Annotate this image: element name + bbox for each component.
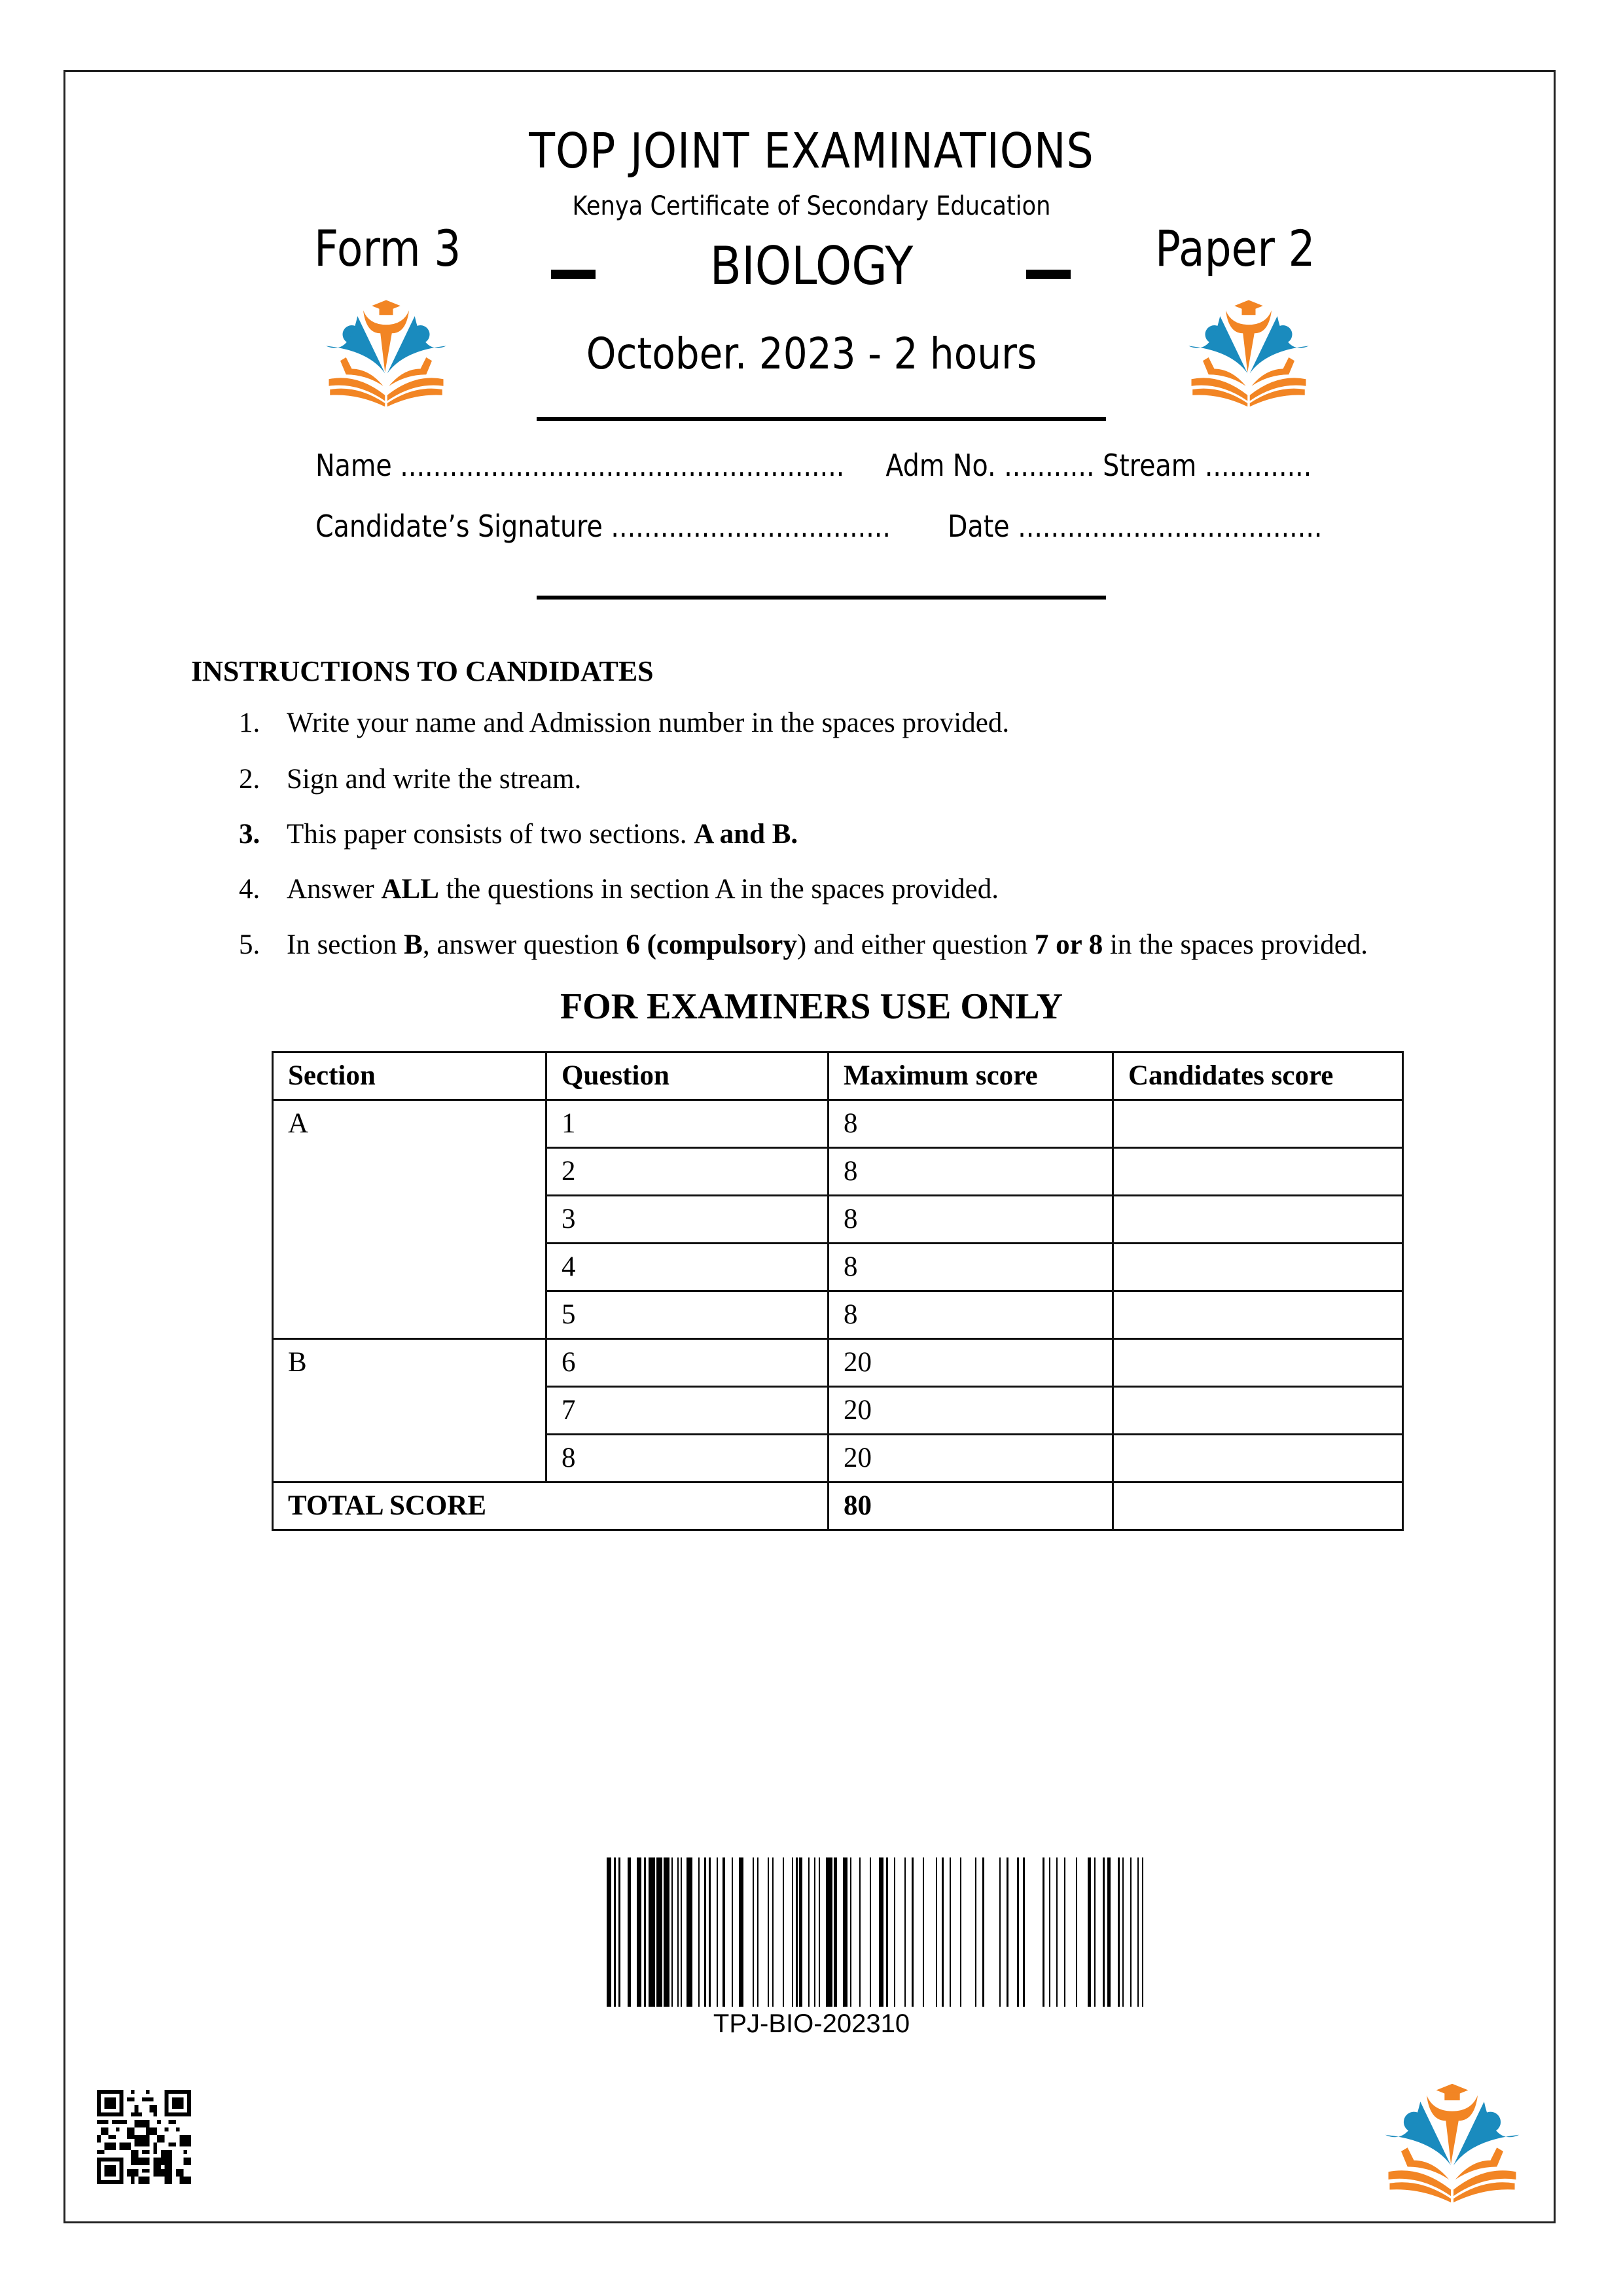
subject-title: BIOLOGY <box>709 236 914 296</box>
instruction-text: in the spaces provided. <box>1103 929 1368 960</box>
instruction-number: 5. <box>239 929 260 960</box>
max-score-cell: 8 <box>829 1196 1113 1244</box>
max-score-cell: 8 <box>829 1100 1113 1148</box>
paper-label: Paper 2 <box>1155 219 1315 278</box>
stream-field[interactable]: ............. <box>1204 448 1312 483</box>
instruction-item <box>239 707 1009 739</box>
question-cell: 3 <box>546 1196 829 1244</box>
candidate-fields-row-2 <box>315 509 1322 544</box>
table-row <box>273 1100 1403 1148</box>
question-cell: 4 <box>546 1244 829 1291</box>
instruction-text: the questions in section A in the spaces provided. <box>438 874 999 905</box>
table-header-row <box>273 1052 1403 1100</box>
section-cell: B <box>273 1339 546 1482</box>
column-header-section: Section <box>273 1052 546 1100</box>
header-divider-bottom <box>537 596 1106 600</box>
examiners-heading: FOR EXAMINERS USE ONLY <box>560 986 1063 1027</box>
question-cell: 6 <box>546 1339 829 1387</box>
candidate-fields-row-1 <box>315 448 1311 483</box>
adm-no-field[interactable]: ........... <box>1004 448 1095 483</box>
school-logo-right-icon <box>1180 293 1317 408</box>
barcode-text: TPJ-BIO-202310 <box>713 2009 910 2038</box>
column-header-question: Question <box>546 1052 829 1100</box>
qr-code-icon <box>97 2088 191 2186</box>
max-score-cell: 20 <box>829 1339 1113 1387</box>
instruction-item <box>239 763 581 795</box>
question-cell: 7 <box>546 1387 829 1435</box>
max-score-cell: 20 <box>829 1387 1113 1435</box>
total-row <box>273 1482 1403 1530</box>
instruction-text: 7 or 8 <box>1034 929 1103 960</box>
candidate-score-cell[interactable] <box>1113 1196 1403 1244</box>
date-field[interactable]: ..................................... <box>1018 509 1323 544</box>
section-cell: A <box>273 1100 546 1339</box>
instruction-text: In section <box>287 929 404 960</box>
school-logo-footer-icon <box>1376 2076 1529 2204</box>
candidate-score-cell[interactable] <box>1113 1244 1403 1291</box>
dash-right <box>1026 270 1071 279</box>
total-candidate-score[interactable] <box>1113 1482 1403 1530</box>
instruction-item <box>239 873 999 905</box>
school-logo-left-icon <box>317 293 455 408</box>
candidate-score-cell[interactable] <box>1113 1339 1403 1387</box>
max-score-cell: 8 <box>829 1244 1113 1291</box>
instruction-text: , answer question <box>422 929 626 960</box>
form-label: Form 3 <box>314 219 461 278</box>
candidate-score-cell[interactable] <box>1113 1148 1403 1196</box>
max-score-cell: 8 <box>829 1148 1113 1196</box>
instruction-number: 4. <box>239 874 260 905</box>
instructions-heading: INSTRUCTIONS TO CANDIDATES <box>191 655 654 687</box>
instruction-number: 1. <box>239 708 260 738</box>
question-cell: 2 <box>546 1148 829 1196</box>
candidate-score-cell[interactable] <box>1113 1435 1403 1482</box>
total-score-label: TOTAL SCORE <box>273 1482 829 1530</box>
adm-no-label: Adm No. <box>885 448 996 483</box>
examiners-score-table <box>272 1051 1404 1531</box>
instruction-item <box>239 929 1368 961</box>
instruction-item <box>239 818 798 850</box>
header-divider-top <box>537 417 1106 421</box>
max-score-cell: 8 <box>829 1291 1113 1339</box>
date-label: Date <box>948 509 1010 544</box>
signature-field[interactable]: .................................. <box>611 509 891 544</box>
exam-certificate-subtitle: Kenya Certificate of Secondary Education <box>572 191 1051 221</box>
instruction-text: Answer <box>287 874 382 905</box>
question-cell: 8 <box>546 1435 829 1482</box>
candidate-score-cell[interactable] <box>1113 1387 1403 1435</box>
instruction-number: 3. <box>239 819 260 850</box>
candidate-score-cell[interactable] <box>1113 1100 1403 1148</box>
total-max-score: 80 <box>829 1482 1113 1530</box>
barcode-icon <box>607 1857 1148 2008</box>
exam-body-title: TOP JOINT EXAMINATIONS <box>529 123 1094 179</box>
instruction-text: ) and either question <box>796 929 1035 960</box>
exam-date-duration: October. 2023 - 2 hours <box>586 329 1037 379</box>
stream-label: Stream <box>1103 448 1197 483</box>
candidate-score-cell[interactable] <box>1113 1291 1403 1339</box>
instruction-text: 6 (compulsory <box>626 929 797 960</box>
question-cell: 5 <box>546 1291 829 1339</box>
instruction-text: B <box>404 929 423 960</box>
table-row <box>273 1339 1403 1387</box>
instruction-text: Write your name and Admission number in the spaces provided. <box>287 708 1010 738</box>
column-header-maximum-score: Maximum score <box>829 1052 1113 1100</box>
name-label: Name <box>315 448 392 483</box>
instruction-text: ALL <box>381 874 439 905</box>
column-header-candidates-score: Candidates score <box>1113 1052 1403 1100</box>
question-cell: 1 <box>546 1100 829 1148</box>
instruction-text: Sign and write the stream. <box>287 764 582 795</box>
instruction-text: A and B. <box>694 819 798 850</box>
name-field[interactable]: ...................................................... <box>400 448 845 483</box>
instruction-text: This paper consists of two sections. <box>287 819 694 850</box>
max-score-cell: 20 <box>829 1435 1113 1482</box>
instruction-number: 2. <box>239 764 260 795</box>
signature-label: Candidate’s Signature <box>315 509 603 544</box>
